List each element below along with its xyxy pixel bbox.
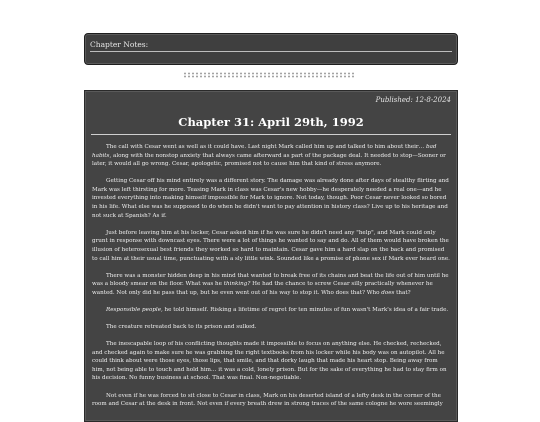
italic-text: does — [381, 289, 395, 296]
story-paragraph — [92, 229, 450, 263]
paragraph-text: He had the chance to screw Cesar silly practically whenever he wanted. Not only did he pass that up, but he even went out of his way to stop it. Who does that? Who — [92, 281, 433, 296]
italic-text: thinking? — [223, 281, 251, 288]
paragraph-text: Getting Cesar off his mind entirely was a different story. The damage was already done after days of stealthy flirting and Mark was left thirsting for more. Teasing Mark in class was Cesar's new hobby—he desperately needed a real one—and he invested everything into making himself impossible for Mark to ignore. Not today, though. Poor Cesar never looked so bored in his life. What else was he supposed to do when he didn't want to pay attention in history class? Live up to his heritage and not suck at Spanish? As if. — [92, 178, 449, 219]
story-paragraph — [92, 306, 450, 315]
story-paragraph — [92, 177, 450, 220]
chapter-body — [92, 143, 450, 417]
paragraph-text: Just before leaving him at his locker, Cesar asked him if he was sure he didn't need any "help", and Mark could only grunt in response with downcast eyes. There were a lot of things he wanted to say and do. All of them would have broken the illusion of heterosexual best friends they worked so hard to maintain. Cesar gave him a hard slap on the back and promised to call him at their usual time, punctuating with a sly little wink. Sounded like a promise of phone sex if Mark ever heard one. — [92, 229, 450, 262]
paragraph-text: that? — [394, 289, 411, 296]
paragraph-text: The call with Cesar went as well as it could have. Last night Mark called him up and talked to him about their… — [106, 144, 426, 150]
italic-text: bad habits — [92, 144, 437, 159]
published-date: Published: 12-8-2024 — [375, 96, 451, 104]
chapter-notes-divider — [90, 51, 452, 52]
title-divider — [91, 134, 451, 135]
paragraph-text: There was a monster hidden deep in his mind that wanted to break free of its chains and beat the life out of him until he was a bloody smear on the floor. What was he — [92, 272, 449, 288]
chapter-content-panel — [84, 90, 458, 422]
chapter-notes-label: Chapter Notes: — [90, 40, 149, 49]
chapter-notes-box — [84, 33, 458, 65]
paragraph-text: he told himself. Risking a lifetime of regret for ten minutes of fun wasn't Mark's idea of a fair trade. — [162, 306, 449, 313]
story-paragraph — [92, 323, 450, 332]
story-paragraph — [92, 340, 450, 383]
story-paragraph — [92, 272, 450, 298]
chapter-title: Chapter 31: April 29th, 1992 — [178, 115, 364, 129]
story-paragraph — [92, 143, 450, 169]
paragraph-text: The creature retreated back to its prison and sulked. — [106, 324, 257, 330]
decorative-dotted-divider — [183, 72, 355, 78]
paragraph-text: , along with the nonstop anxiety that always came afterward as part of the package deal. It needed to stop—Sooner or later, it would all go wrong. Cesar, apologetic, promised not to cause him that kind of stress anymore. — [92, 152, 446, 168]
paragraph-text: Not even if he was forced to sit close to Cesar in class, Mark on his deserted island of a lefty desk in the corner of the room and Cesar at the desk in front. Not even if every breath drew in strong traces of the same cologne he wore seemingly — [92, 392, 443, 408]
paragraph-text: The inescapable loop of his conflicting thoughts made it impossible to focus on anything else. He checked, rechecked, and checked again to make sure he was grabbing the right textbooks from his locker while his body was on autopilot. All he could think about were those eyes, those lips, that smile, and that dorky laugh that made his heart stop. Being away from him, not being able to touch and hold him… it was a cold, lonely prison. But for the sake of everything he had to stay firm on his decision. No funny business at school. That was final. Non-negotiable. — [92, 341, 447, 382]
story-paragraph — [92, 392, 450, 409]
italic-text: Responsible people, — [106, 306, 163, 313]
